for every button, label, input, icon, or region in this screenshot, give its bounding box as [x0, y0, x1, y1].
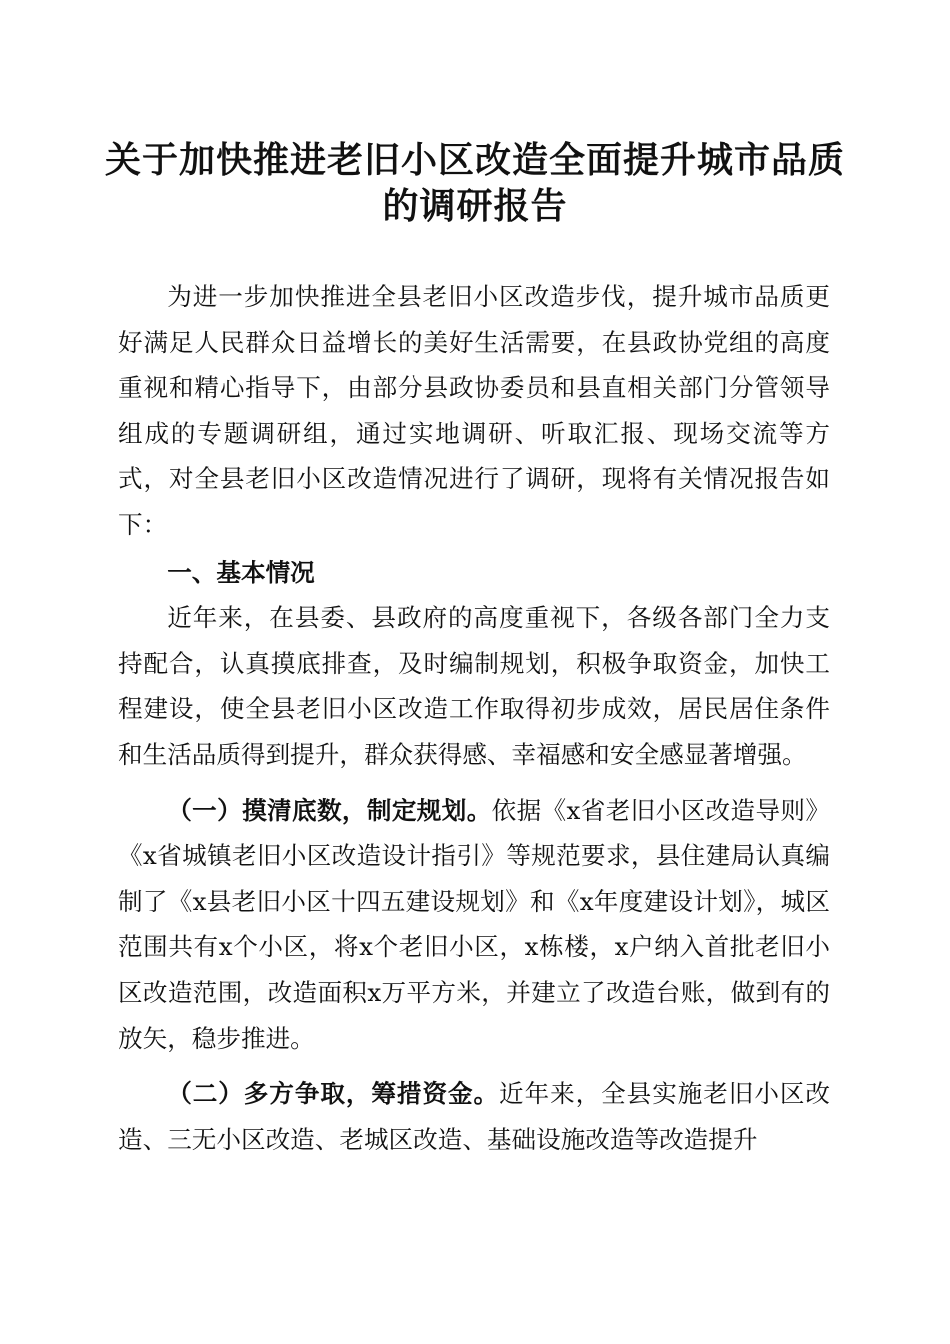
item-1-paragraph	[118, 788, 830, 1062]
item-2-text: 近年来，全县实施老旧小区改造、三无小区改造、老城区改造、基础设施改造等改造提升	[118, 1079, 830, 1154]
item-1-text: 依据《x省老旧小区改造导则》《x省城镇老旧小区改造设计指引》等规范要求，县住建局认真编制了《x县老旧小区十四五建设规划》和《x年度建设计划》，城区范围共有x个小区，将x个老旧小区，x栋楼，x户纳入首批老旧小区改造范围，改造面积x万平方米，并建立了改造台账，做到有的放矢，稳步推进。	[118, 795, 830, 1053]
document-title-line-2: 的调研报告	[382, 186, 568, 227]
section-1-paragraph: 近年来，在县委、县政府的高度重视下，各级各部门全力支持配合，认真摸底排查，及时编制规划，积极争取资金，加快工程建设，使全县老旧小区改造工作取得初步成效，居民居住条件和生活品质得到提升，群众获得感、幸福感和安全感显著增强。	[118, 603, 830, 769]
item-2-paragraph	[118, 1071, 830, 1162]
intro-paragraph: 为进一步加快推进全县老旧小区改造步伐，提升城市品质更好满足人民群众日益增长的美好生活需要，在县政协党组的高度重视和精心指导下，由部分县政协委员和县直相关部门分管领导组成的专题调研组，通过实地调研、听取汇报、现场交流等方式，对全县老旧小区改造情况进行了调研，现将有关情况报告如下：	[118, 282, 830, 539]
item-1-lead: （一）摸清底数，制定规划。	[167, 795, 492, 825]
document-title-line-1: 关于加快推进老旧小区改造全面提升城市品质	[104, 140, 845, 181]
document-body	[118, 274, 830, 1162]
item-2-lead: （二）多方争取，筹措资金。	[167, 1079, 500, 1109]
section-1-heading: 一、基本情况	[167, 557, 315, 587]
